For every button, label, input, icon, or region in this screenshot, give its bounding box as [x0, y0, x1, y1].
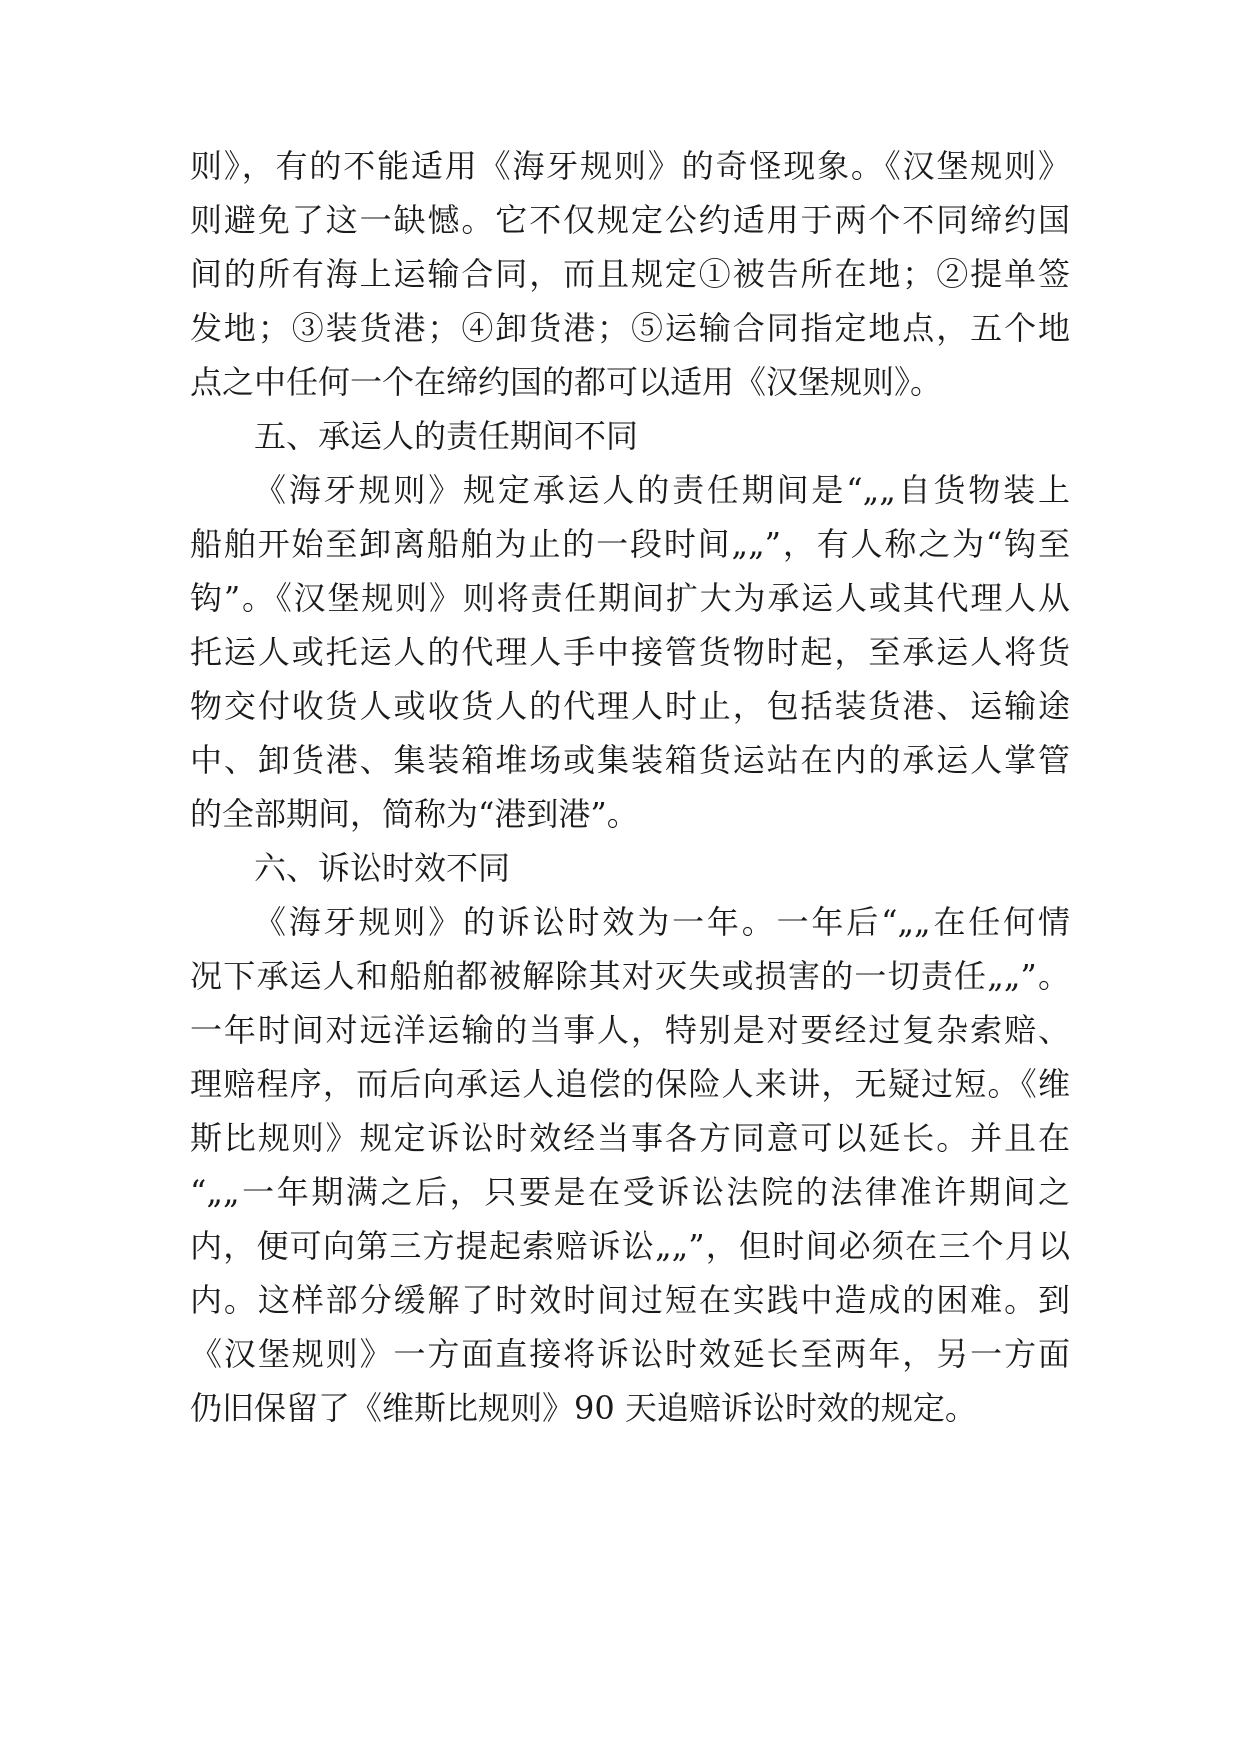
text-line: 一年时间对远洋运输的当事人，特别是对要经过复杂索赔、 — [190, 1011, 1070, 1049]
section-heading: 六、诉讼时效不同 — [254, 849, 511, 887]
text-line: 间的所有海上运输合同，而且规定①被告所在地；②提单签 — [190, 255, 1070, 293]
text-line: 仍旧保留了《维斯比规则》90 天追赔诉讼时效的规定。 — [190, 1389, 977, 1427]
text-line: 则避免了这一缺憾。它不仅规定公约适用于两个不同缔约国 — [190, 201, 1070, 239]
section-heading: 五、承运人的责任期间不同 — [254, 417, 639, 455]
text-line: “„„一年期满之后，只要是在受诉讼法院的法律准许期间之 — [190, 1173, 1070, 1211]
text-line: 则》，有的不能适用《海牙规则》的奇怪现象。《汉堡规则》 — [190, 147, 1070, 185]
text-line: 《海牙规则》的诉讼时效为一年。一年后“„„在任何情 — [254, 903, 1070, 941]
text-line: 船舶开始至卸离船舶为止的一段时间„„”，有人称之为“钩至 — [190, 525, 1070, 563]
text-line: 发地；③装货港；④卸货港；⑤运输合同指定地点，五个地 — [190, 309, 1070, 347]
text-line: 《汉堡规则》一方面直接将诉讼时效延长至两年，另一方面 — [190, 1335, 1070, 1373]
text-line: 况下承运人和船舶都被解除其对灭失或损害的一切责任„„”。 — [190, 957, 1070, 995]
text-line: 的全部期间，简称为“港到港”。 — [190, 795, 639, 833]
text-line: 内，便可向第三方提起索赔诉讼„„”，但时间必须在三个月以 — [190, 1227, 1070, 1265]
text-line: 钩”。《汉堡规则》则将责任期间扩大为承运人或其代理人从 — [190, 579, 1070, 617]
text-line: 点之中任何一个在缔约国的都可以适用《汉堡规则》。 — [190, 363, 943, 401]
text-line: 《海牙规则》规定承运人的责任期间是“„„自货物装上 — [254, 471, 1070, 509]
text-line: 斯比规则》规定诉讼时效经当事各方同意可以延长。并且在 — [190, 1119, 1070, 1157]
text-line: 物交付收货人或收货人的代理人时止，包括装货港、运输途 — [190, 687, 1070, 725]
text-line: 内。这样部分缓解了时效时间过短在实践中造成的困难。到 — [190, 1281, 1070, 1319]
text-line: 中、卸货港、集装箱堆场或集装箱货运站在内的承运人掌管 — [190, 741, 1070, 779]
text-line: 托运人或托运人的代理人手中接管货物时起，至承运人将货 — [190, 633, 1070, 671]
text-line: 理赔程序，而后向承运人追偿的保险人来讲，无疑过短。《维 — [190, 1065, 1070, 1103]
